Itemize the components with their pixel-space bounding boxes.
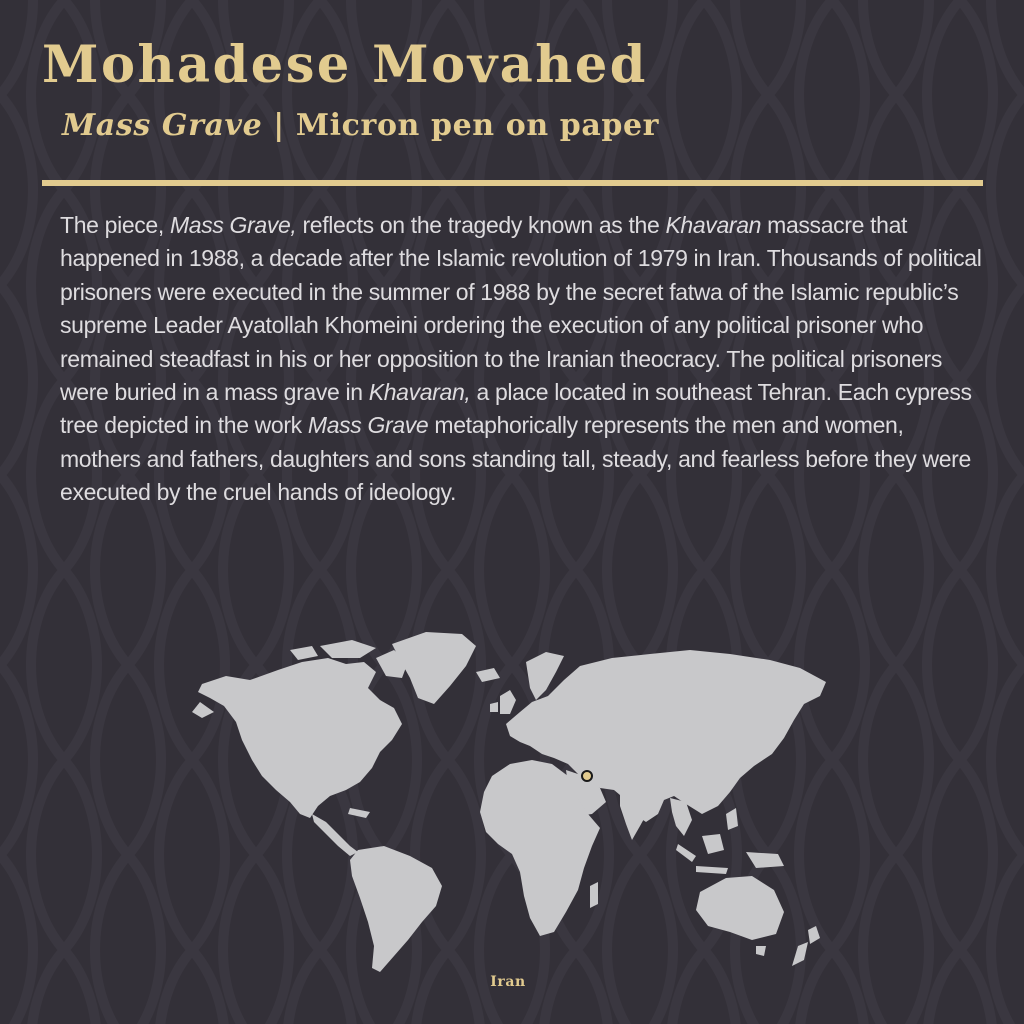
arctic-islands [320,640,376,658]
north-america [198,658,402,818]
description-emphasis: Mass Grave, [169,212,297,238]
description-text: massacre that happened in 1988, a decade after the Islamic revolution of 1979 in Iran. Thousands of political prisoners were executed in the summer of 1988 by the secret fatwa of the Islamic republic’s supreme Leader Ayatollah Khomeini ordering the execution of any political prisoner who remained steadfast in his or her opposition to the Iranian theocracy. The political prisoners were buried in a mass grave in [60,212,982,406]
subtitle-separator: | [262,108,296,143]
greenland [392,632,476,704]
central-america [312,814,358,856]
ireland [490,702,498,712]
description-text: a place located in southeast Tehran. Each cypress tree depicted in the work [60,379,972,439]
new-zealand-north [808,926,820,944]
description-text: The piece, [60,212,170,238]
australia [696,876,784,940]
description-emphasis: Mass Grave [307,412,429,439]
description-text: metaphorically represents the men and women, mothers and fathers, daughters and sons standing tall, steady, and fearless before they were executed by the cruel hands of ideology. [60,412,971,506]
artwork-title: Mass Grave [62,108,263,143]
south-america [350,846,442,972]
artwork-description [60,209,990,510]
sumatra [676,844,696,862]
arctic-islands-2 [290,646,318,660]
philippines [726,808,738,830]
iran-location-marker [582,771,592,781]
madagascar [590,882,598,908]
tasmania [756,946,766,956]
world-map [180,600,840,980]
map-location-label: Iran [490,974,526,990]
description-emphasis: Khavaran, [368,379,471,406]
alaska-islands [192,702,214,718]
great-britain [500,690,516,714]
land-masses [192,632,826,972]
gold-divider [42,180,983,186]
description-text: reflects on the tragedy known as the [296,212,666,238]
india [620,790,650,840]
iceland [476,668,500,682]
caribbean [348,808,370,818]
artist-name: Mohadese Movahed [42,35,648,95]
new-guinea [746,852,784,868]
new-zealand-south [792,942,808,966]
borneo [702,834,724,854]
artwork-medium: Micron pen on paper [295,108,660,143]
description-emphasis: Khavaran [665,212,762,238]
java [696,866,728,874]
artwork-subtitle [62,104,659,148]
